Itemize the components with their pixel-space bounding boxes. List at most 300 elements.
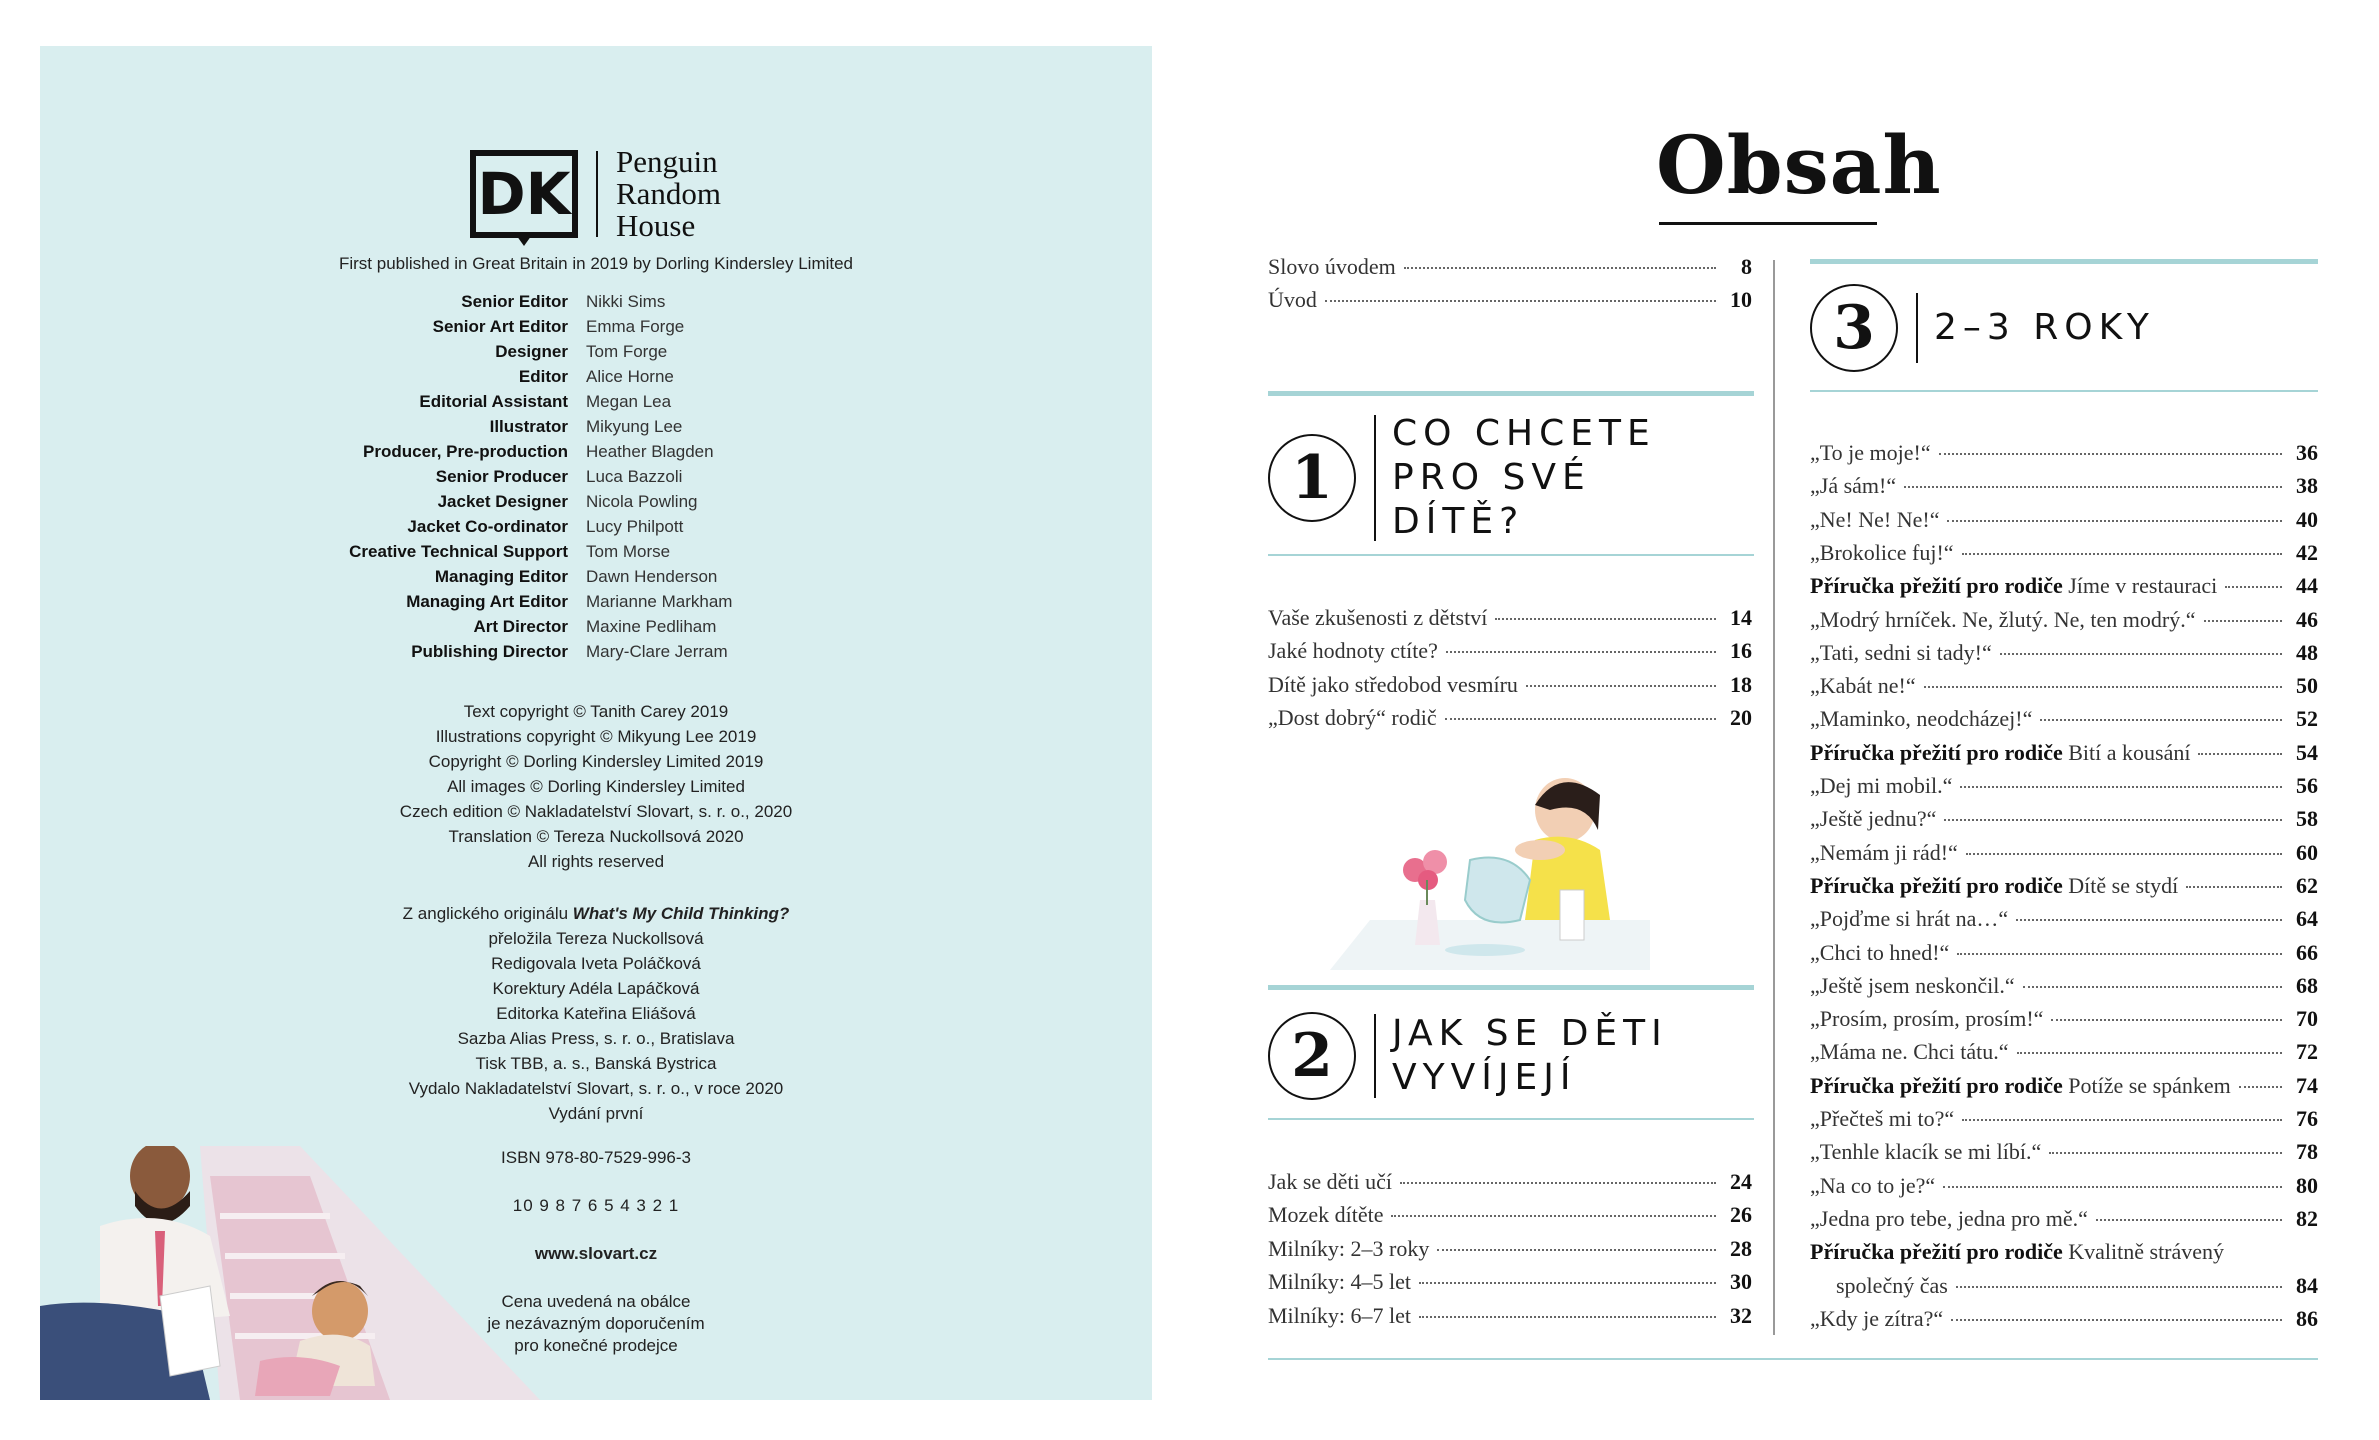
toc-entry-label (1268, 672, 1518, 698)
chapter-rule (1268, 1118, 1754, 1120)
leader-dots (1962, 1119, 2282, 1121)
toc-page-number: 60 (2296, 839, 2318, 865)
toc-entry-text: „Tenhle klacík se mi líbí.“ (1810, 1139, 2042, 1165)
credit-name: Mikyung Lee (586, 416, 683, 436)
leader-dots (2225, 586, 2282, 588)
toc-entry-label (1810, 1139, 2041, 1165)
copyright-page (40, 46, 1152, 1400)
toc-entry-label (1268, 1236, 1429, 1262)
leader-dots (1951, 1319, 2282, 1321)
penguin-random-house-wordmark (616, 146, 721, 242)
toc-entry-label (1810, 773, 1952, 799)
czech-credit-line: Sazba Alias Press, s. r. o., Bratislava (457, 1029, 735, 1048)
toc-entry[interactable] (1810, 473, 2318, 499)
toc-entry[interactable] (1268, 1269, 1752, 1295)
credit-role: Senior Editor (461, 291, 568, 311)
czech-credits-block (40, 901, 1152, 1126)
toc-page-number: 46 (2296, 606, 2318, 632)
leader-dots (1944, 819, 2282, 821)
website: www.slovart.cz (534, 1244, 658, 1263)
chapter-2-heading[interactable] (1268, 1012, 1668, 1100)
leader-dots (1947, 520, 2282, 522)
toc-page-number: 76 (2296, 1106, 2318, 1131)
toc-page-number: 64 (2296, 906, 2318, 932)
credit-name: Megan Lea (586, 391, 672, 411)
toc-entry-text: „Chci to hned!“ (1810, 939, 1950, 965)
toc-entry-text: „Jedna pro tebe, jedna pro mě.“ (1810, 1205, 2088, 1231)
prh-line: House (616, 208, 696, 243)
original-prefix: Z anglického originálu (402, 904, 573, 923)
leader-dots (1419, 1316, 1716, 1318)
toc-entry[interactable] (1810, 1006, 2318, 1032)
leader-dots (1957, 953, 2282, 955)
toc-entry-text: „Ještě jsem neskončil.“ (1810, 972, 2015, 998)
chapter-number: 1 (1268, 434, 1356, 522)
credit-row (40, 314, 1152, 339)
credit-row (40, 339, 1152, 364)
toc-entry-bold: Příručka přežití pro rodiče (1810, 872, 2063, 898)
credit-role: Producer, Pre-production (363, 441, 568, 461)
toc-entry-label (1810, 1039, 2009, 1065)
toc-entry-label (1810, 1206, 2088, 1232)
toc-entry[interactable] (1810, 806, 2318, 832)
toc-entry-text: Jak se děti učí (1268, 1169, 1393, 1194)
credit-name: Lucy Philpott (586, 516, 684, 536)
copyright-line: Text copyright © Tanith Carey 2019 (463, 702, 729, 721)
toc-page-number: 58 (2296, 806, 2318, 832)
toc-entry-text: Potíže se spánkem (2062, 1072, 2231, 1098)
toc-page-number: 8 (1741, 254, 1752, 279)
chapter-3-heading[interactable] (1810, 284, 2155, 372)
credit-row (40, 539, 1152, 564)
toc-entry[interactable] (1810, 706, 2318, 732)
credit-role: Illustrator (489, 416, 568, 436)
prh-line: Penguin (616, 144, 718, 179)
leader-dots (2186, 886, 2282, 888)
copyright-line: Czech edition © Nakladatelství Slovart, s. r. o., 2020 (399, 802, 793, 821)
toc-entry-text: Kvalitně strávený (2062, 1239, 2225, 1265)
toc-page-number: 26 (1730, 1202, 1752, 1228)
dk-logo: DK (470, 150, 578, 238)
toc-entry[interactable] (1268, 672, 1752, 698)
toc-page-number: 82 (2296, 1205, 2318, 1231)
column-divider (1773, 260, 1775, 1335)
toc-entry[interactable] (1268, 638, 1752, 664)
chapter-1-heading[interactable] (1268, 412, 1656, 544)
leader-dots (2023, 986, 2282, 988)
credit-role: Managing Art Editor (406, 591, 568, 611)
toc-entry-label (1268, 1303, 1411, 1329)
toc-entry[interactable] (1810, 873, 2318, 899)
leader-dots (1966, 853, 2282, 855)
father-and-child-illustration (40, 1146, 560, 1400)
toc-entry-label (1268, 1169, 1392, 1195)
toc-page-number: 84 (2296, 1272, 2318, 1298)
toc-entry-text: „Kdy je zítra?“ (1810, 1305, 1944, 1331)
chapter-title-line: CO CHCETE (1392, 413, 1656, 454)
toc-page-number: 72 (2296, 1039, 2318, 1065)
credit-name: Emma Forge (586, 316, 685, 336)
toc-entry[interactable] (1268, 705, 1752, 731)
leader-dots (1956, 1286, 2282, 1288)
leader-dots (1419, 1282, 1716, 1284)
toc-entry-text: „Já sám!“ (1810, 473, 1897, 499)
toc-entry[interactable] (1810, 773, 2318, 799)
toc-page-number: 18 (1730, 671, 1752, 697)
toc-entry-label (1810, 806, 1936, 832)
toc-entry[interactable] (1810, 440, 2318, 466)
toc-entry-bold: Příručka přežití pro rodiče (1810, 1239, 2063, 1265)
toc-page-number: 44 (2296, 573, 2318, 599)
toc-entry-bold: Příručka přežití pro rodiče (1810, 739, 2063, 765)
czech-credit-line: Redigovala Iveta Poláčková (491, 954, 701, 973)
leader-dots (2017, 1052, 2282, 1054)
toc-entry[interactable] (1810, 906, 2318, 932)
credit-row (40, 364, 1152, 389)
toc-entry-text: Milníky: 4–5 let (1268, 1269, 1411, 1295)
toc-entry-label (1810, 607, 2196, 633)
chapter-title (1392, 412, 1656, 544)
leader-dots (2051, 1019, 2282, 1021)
toc-entry-label (1810, 640, 1992, 666)
toc-entry[interactable] (1268, 254, 1752, 280)
credit-role: Designer (495, 341, 568, 361)
toc-entry[interactable] (1810, 1306, 2318, 1332)
chapter-rule (1268, 391, 1754, 396)
leader-dots (1495, 618, 1716, 620)
toc-entry-text: Bití a kousání (2062, 739, 2191, 765)
czech-credit-line: Vydání první (548, 1104, 644, 1123)
credit-role: Editor (518, 366, 568, 386)
toc-entry[interactable] (1810, 1139, 2318, 1165)
credit-name: Alice Horne (586, 366, 674, 386)
credit-role: Creative Technical Support (349, 541, 568, 561)
toc-page-number: 48 (2296, 639, 2318, 665)
price-note-line: Cena uvedená na obálce (501, 1292, 691, 1311)
credit-row (40, 514, 1152, 539)
toc-entry-label (1268, 705, 1437, 731)
toc-entry-bold: Příručka přežití pro rodiče (1810, 573, 2063, 599)
toc-entry-text: Milníky: 6–7 let (1268, 1302, 1411, 1328)
toc-entry-label (1268, 605, 1487, 631)
credit-row (40, 489, 1152, 514)
credit-row (40, 439, 1152, 464)
leader-dots (1924, 686, 2282, 688)
chapter-title-line: JAK SE DĚTI (1392, 1013, 1668, 1054)
credit-name: Maxine Pedliham (586, 616, 717, 636)
toc-page-number: 42 (2296, 539, 2318, 565)
chapter-rule (1810, 390, 2318, 392)
leader-dots (1325, 300, 1716, 302)
chapter-rule (1810, 259, 2318, 264)
credit-role: Editorial Assistant (419, 391, 568, 411)
credit-name: Marianne Markham (586, 591, 733, 611)
toc-page-number: 24 (1730, 1169, 1752, 1194)
toc-entry-text: „Nemám ji rád!“ (1810, 839, 1958, 865)
toc-entry-bold: Příručka přežití pro rodiče (1810, 1072, 2063, 1098)
toc-page-number: 52 (2296, 706, 2318, 732)
toc-page-number: 36 (2296, 440, 2318, 465)
chapter-title-line: VYVÍJEJÍ (1392, 1057, 1577, 1098)
czech-credit-line: Vydalo Nakladatelství Slovart, s. r. o., v roce 2020 (408, 1079, 784, 1098)
toc-entry-text: Mozek dítěte (1268, 1202, 1384, 1228)
chapter-title (1392, 1012, 1668, 1100)
toc-page-number: 40 (2296, 506, 2318, 532)
contents-title: Obsah (1656, 118, 1942, 212)
toc-entry[interactable] (1810, 673, 2318, 699)
toc-entry-text: „Ještě jednu?“ (1810, 806, 1937, 832)
toc-entry[interactable] (1810, 740, 2318, 766)
toc-page-number: 62 (2296, 872, 2318, 898)
credit-row (40, 614, 1152, 639)
toc-entry[interactable] (1268, 287, 1752, 313)
leader-dots (1445, 718, 1716, 720)
toc-entry-text: „Modrý hrníček. Ne, žlutý. Ne, ten modrý.“ (1810, 606, 2196, 632)
toc-entry-label (1810, 1006, 2043, 1032)
chapter-title-line: DÍTĚ? (1392, 501, 1525, 542)
czech-credit-line: Editorka Kateřina Eliášová (496, 1004, 696, 1023)
leader-dots (2000, 653, 2282, 655)
credit-role: Managing Editor (434, 566, 568, 586)
leader-dots (1526, 685, 1716, 687)
leader-dots (2049, 1152, 2282, 1154)
chapter-number: 2 (1268, 1012, 1356, 1100)
leader-dots (1400, 1182, 1716, 1184)
toc-entry-text: „Prosím, prosím, prosím!“ (1810, 1006, 2044, 1032)
toc-entry-text: „Pojďme si hrát na…“ (1810, 906, 2009, 932)
toc-page-number: 68 (2296, 972, 2318, 998)
chapter-divider (1374, 415, 1376, 541)
credit-name: Luca Bazzoli (586, 466, 683, 486)
toc-entry[interactable] (1810, 1173, 2318, 1199)
leader-dots (1960, 786, 2282, 788)
credit-row (40, 464, 1152, 489)
title-underline (1659, 222, 1877, 225)
toc-entry-text: Jaké hodnoty ctíte? (1268, 638, 1438, 664)
toc-entry-text: „To je moje!“ (1810, 440, 1931, 465)
toc-page-number: 10 (1730, 287, 1752, 312)
leader-dots (2040, 719, 2282, 721)
toc-page-number: 78 (2296, 1139, 2318, 1165)
toc-entry-text: „Kabát ne!“ (1810, 673, 1916, 699)
credit-name: Mary-Clare Jerram (586, 641, 728, 661)
toc-page-number: 86 (2296, 1305, 2318, 1331)
toc-page-number: 66 (2296, 939, 2318, 965)
credit-row (40, 589, 1152, 614)
logo-divider (596, 151, 598, 237)
first-published-line: First published in Great Britain in 2019 by Dorling Kindersley Limited (338, 254, 854, 273)
toc-entry-text: Slovo úvodem (1268, 254, 1396, 279)
credit-role: Jacket Co-ordinator (407, 516, 568, 536)
credit-role: Jacket Designer (437, 491, 568, 511)
czech-credit-line: Korektury Adéla Lapáčková (492, 979, 700, 998)
toc-entry[interactable] (1810, 1206, 2318, 1232)
prh-line: Random (616, 176, 722, 211)
girl-pouring-water-illustration (1310, 770, 1670, 980)
toc-entry-label (1810, 940, 1949, 966)
toc-page-number: 50 (2296, 673, 2318, 699)
toc-page-number: 30 (1730, 1269, 1752, 1295)
toc-page-number: 20 (1730, 705, 1752, 731)
czech-credit-line: přeložila Tereza Nuckollsová (488, 929, 704, 948)
price-note-line: pro konečné prodejce (514, 1336, 678, 1355)
toc-entry-text: „Dej mi mobil.“ (1810, 773, 1953, 798)
toc-entry-label (1810, 906, 2008, 932)
toc-entry-label (1810, 1106, 1954, 1132)
credit-row (40, 414, 1152, 439)
credit-row (40, 289, 1152, 314)
toc-entry-text: „Dost dobrý“ rodič (1268, 705, 1437, 731)
chapter-title-line: PRO SVÉ (1392, 457, 1591, 498)
toc-entry[interactable] (1268, 1169, 1752, 1195)
toc-page-number: 38 (2296, 473, 2318, 499)
credit-name: Nikki Sims (586, 291, 666, 311)
leader-dots (1962, 553, 2282, 555)
toc-entry[interactable] (1810, 840, 2318, 866)
chapter-divider (1916, 293, 1918, 363)
toc-entry[interactable] (1810, 1073, 2318, 1099)
toc-entry-text: Milníky: 2–3 roky (1268, 1235, 1430, 1261)
leader-dots (1446, 651, 1716, 653)
toc-entry-label (1810, 840, 1958, 866)
toc-entry-label (1268, 1269, 1411, 1295)
toc-entry-text: „Přečteš mi to?“ (1810, 1106, 1955, 1131)
toc-entry-label (1810, 1073, 2231, 1099)
toc-entry-text: Dítě se stydí (2062, 872, 2179, 898)
toc-entry-text: „Brokolice fuj!“ (1810, 539, 1954, 565)
toc-entry[interactable] (1810, 1039, 2318, 1065)
price-note-line: je nezávazným doporučením (487, 1314, 705, 1333)
copyright-line: Illustrations copyright © Mikyung Lee 2019 (435, 727, 757, 746)
toc-entry-text: „Maminko, neodcházej!“ (1810, 706, 2033, 732)
credit-name: Tom Forge (586, 341, 668, 361)
toc-page-number: 32 (1730, 1302, 1752, 1328)
chapter-rule (1268, 985, 1754, 990)
contents-page (1220, 0, 2379, 1440)
credit-role: Art Director (473, 616, 568, 636)
credit-role: Publishing Director (411, 641, 568, 661)
leader-dots (2096, 1219, 2282, 1221)
toc-entry[interactable] (1810, 1106, 2318, 1132)
toc-entry-multiline[interactable] (1810, 1239, 2318, 1265)
toc-entry[interactable] (1810, 973, 2318, 999)
copyright-line: All images © Dorling Kindersley Limited (447, 777, 745, 796)
bottom-rule (1268, 1358, 2318, 1360)
czech-credit-line: Tisk TBB, a. s., Banská Bystrica (475, 1054, 717, 1073)
credit-role: Senior Art Editor (432, 316, 568, 336)
toc-entry-text: společný čas (1836, 1272, 1948, 1298)
credit-name: Nicola Powling (586, 491, 698, 511)
toc-entry-continuation[interactable] (1836, 1273, 2318, 1299)
leader-dots (1943, 1186, 2282, 1188)
toc-entry-text: Dítě jako středobod vesmíru (1268, 671, 1518, 697)
chapter-divider (1374, 1014, 1376, 1098)
credit-role: Senior Producer (435, 466, 568, 486)
toc-entry[interactable] (1268, 1236, 1752, 1262)
leader-dots (2239, 1086, 2282, 1088)
publisher-logo (470, 146, 721, 242)
leader-dots (2198, 753, 2282, 755)
toc-entry-text: Úvod (1268, 287, 1317, 312)
toc-entry[interactable] (1810, 607, 2318, 633)
toc-entry-text: „Tati, sedni si tady!“ (1810, 639, 1992, 665)
leader-dots (1404, 267, 1716, 269)
toc-page-number: 56 (2296, 773, 2318, 798)
credits-list (40, 289, 1152, 664)
chapter-title (1934, 306, 2155, 350)
toc-entry[interactable] (1810, 540, 2318, 566)
toc-entry-label (1810, 1173, 1935, 1199)
chapter-number: 3 (1810, 284, 1898, 372)
credit-name: Tom Morse (586, 541, 671, 561)
toc-page-number: 14 (1730, 605, 1752, 630)
leader-dots (1904, 486, 2282, 488)
toc-page-number: 70 (2296, 1006, 2318, 1032)
leader-dots (2204, 620, 2283, 622)
toc-entry-label (1810, 540, 1954, 566)
copyright-line: All rights reserved (527, 852, 665, 871)
toc-entry[interactable] (1268, 605, 1752, 631)
toc-entry-label (1810, 973, 2015, 999)
leader-dots (1391, 1215, 1716, 1217)
toc-entry[interactable] (1810, 640, 2318, 666)
copyright-line: Translation © Tereza Nuckollsová 2020 (448, 827, 744, 846)
toc-entry[interactable] (1268, 1303, 1752, 1329)
toc-entry-label (1810, 673, 1916, 699)
toc-entry[interactable] (1810, 573, 2318, 599)
chapter-title-line: 2–3 ROKY (1934, 307, 2155, 348)
copyright-line: Copyright © Dorling Kindersley Limited 2019 (428, 752, 764, 771)
toc-page-number: 74 (2296, 1072, 2318, 1098)
original-title-line (40, 901, 1152, 926)
toc-entry[interactable] (1810, 507, 2318, 533)
print-line: 10 9 8 7 6 5 4 3 2 1 (512, 1196, 680, 1215)
credit-row (40, 564, 1152, 589)
leader-dots (2016, 919, 2282, 921)
toc-entry-label (1810, 507, 1939, 533)
toc-entry-label (1810, 440, 1931, 466)
credit-name: Dawn Henderson (586, 566, 718, 586)
toc-entry-label (1810, 873, 2178, 899)
toc-entry-text: Vaše zkušenosti z dětství (1268, 605, 1488, 630)
toc-entry-label (1268, 1202, 1383, 1228)
toc-page-number: 54 (2296, 739, 2318, 765)
original-title: What's My Child Thinking? (572, 904, 790, 923)
credit-row (40, 389, 1152, 414)
toc-entry-label (1268, 638, 1438, 664)
toc-entry-text: „Na co to je?“ (1810, 1172, 1936, 1198)
credit-row (40, 639, 1152, 664)
toc-page-number: 16 (1730, 638, 1752, 664)
toc-entry-text: „Ne! Ne! Ne!“ (1810, 506, 1940, 532)
toc-entry-text: „Máma ne. Chci tátu.“ (1810, 1039, 2009, 1065)
toc-entry-label (1810, 740, 2190, 766)
copyright-block (40, 699, 1152, 874)
leader-dots (1437, 1249, 1716, 1251)
credit-name: Heather Blagden (586, 441, 714, 461)
leader-dots (1939, 453, 2282, 455)
chapter-rule (1268, 554, 1754, 556)
toc-page-number: 80 (2296, 1172, 2318, 1198)
toc-entry-label (1810, 473, 1896, 499)
toc-entry-label (1810, 573, 2217, 599)
toc-entry-label (1810, 706, 2032, 732)
isbn: ISBN 978-80-7529-996-3 (501, 1148, 691, 1167)
toc-entry-text: Jíme v restauraci (2062, 573, 2218, 599)
toc-page-number: 28 (1730, 1235, 1752, 1261)
toc-entry[interactable] (1268, 1202, 1752, 1228)
toc-entry[interactable] (1810, 940, 2318, 966)
